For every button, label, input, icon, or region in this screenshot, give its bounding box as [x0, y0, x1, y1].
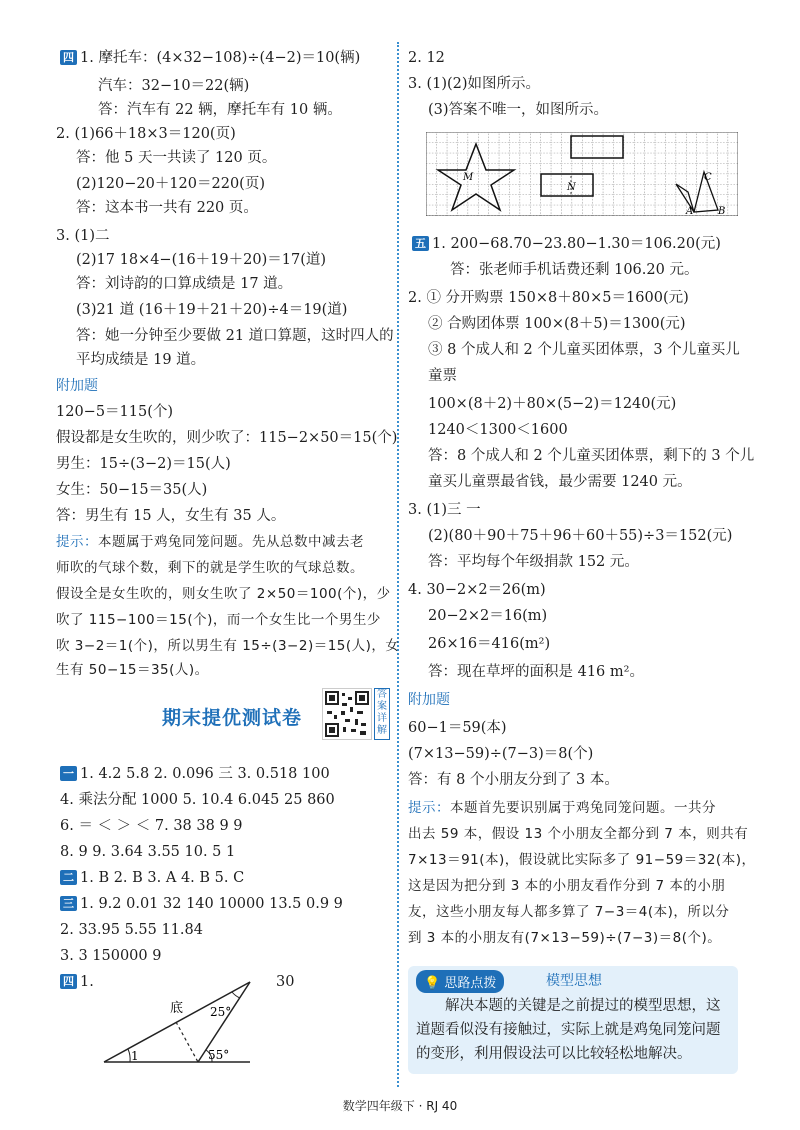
- answer-line: 3. (1)二: [56, 228, 110, 244]
- answer-line: 四 1.: [60, 972, 94, 992]
- answer-line: 平均成绩是 19 道。: [76, 352, 206, 368]
- label-a: A: [686, 206, 694, 216]
- answer-line: 120−5＝115(个): [56, 404, 174, 420]
- answer-line: 1240＜1300＜1600: [428, 422, 568, 438]
- tip-line: 友，这些小朋友每人都多算了 7−3＝4(本)，所以分: [408, 904, 730, 920]
- answer-line: 答：他 5 天一共读了 120 页。: [76, 150, 277, 166]
- tip-label: 提示：: [56, 534, 98, 550]
- label-angle-55: 55°: [208, 1048, 230, 1062]
- answer-line: 二 1. B 2. B 3. A 4. B 5. C: [60, 868, 244, 888]
- answer-line: 6. ＝ ＜ ＞ ＜ 7. 38 38 9 9: [60, 818, 243, 834]
- tip-line: 提示：本题属于鸡兔同笼问题。先从总数中减去老: [56, 534, 364, 550]
- answer-line: ② 合购团体票 100×(8＋5)＝1300(元): [428, 316, 686, 332]
- answer-line: 100×(8＋2)＋80×(5−2)＝1240(元): [428, 396, 677, 412]
- answer-line: (7×13−59)÷(7−3)＝8(个): [408, 746, 594, 762]
- answer-line: 26×16＝416(m²): [428, 636, 551, 652]
- label-c: C: [704, 172, 712, 183]
- section-tag: 四: [60, 50, 77, 65]
- hint-box-text: 解决本题的关键是之前提过的模型思想，这道题看似没有接触过，实际上就是鸡兔同笼问题的变形，利用假设法可以比较轻松地解决。: [416, 998, 721, 1062]
- answer-line: 8. 9 9. 3.64 3.55 10. 5 1: [60, 844, 236, 860]
- answer-line: 童票: [428, 368, 457, 384]
- tip-line: 这是因为把分到 3 本的小朋友看作分到 7 本的小朋: [408, 878, 726, 894]
- triangle-figure: [100, 978, 260, 1068]
- answer-value: 30: [276, 974, 295, 990]
- tip-line: 到 3 本的小朋友有(7×13−59)÷(7−3)＝8(个)。: [408, 930, 722, 946]
- answer-line: 答：她一分钟至少要做 21 道口算题，这时四人的: [76, 328, 394, 344]
- answer-line: 答：张老师手机话费还剩 106.20 元。: [450, 262, 699, 278]
- answer-line: 答：刘诗韵的口算成绩是 17 道。: [76, 276, 293, 292]
- hint-box-tag: 模型思想: [546, 973, 602, 989]
- answer-line: 汽车：32−10＝22(辆): [98, 78, 250, 94]
- answer-line: 四 1. 摩托车：(4×32−108)÷(4−2)＝10(辆): [60, 48, 360, 68]
- label-angle-25: 25°: [210, 1005, 232, 1019]
- answer-line: ③ 8 个成人和 2 个儿童买团体票，3 个儿童买儿: [428, 342, 740, 358]
- answer-line: 4. 乘法分配 1000 5. 10.4 6.045 25 860: [60, 792, 335, 808]
- answer-line: 答：这本书一共有 220 页。: [76, 200, 258, 216]
- label-n: N: [567, 182, 576, 193]
- answer-line: 答：8 个成人和 2 个儿童买团体票，剩下的 3 个儿: [428, 448, 755, 464]
- answer-line: 3. 3 150000 9: [60, 948, 162, 964]
- tip-line: 吹 3−2＝1(个)，所以男生有 15÷(3−2)＝15(人)，女: [56, 638, 400, 654]
- label-b: B: [718, 206, 726, 216]
- answer-line: 答：男生有 15 人，女生有 35 人。: [56, 508, 286, 524]
- tip-line: 生有 50−15＝35(人)。: [56, 662, 209, 678]
- answer-line: 童买儿童票最省钱，最少需要 1240 元。: [428, 474, 692, 490]
- answer-line: 五 1. 200−68.70−23.80−1.30＝106.20(元): [412, 234, 721, 254]
- answer-line: 男生：15÷(3−2)＝15(人): [56, 456, 231, 472]
- extra-heading: 附加题: [56, 378, 98, 394]
- answer-line: 假设都是女生吹的，则少吹了：115−2×50＝15(个): [56, 430, 398, 446]
- qr-label: 答案详解: [374, 688, 390, 740]
- label-base: 底: [170, 1001, 184, 1016]
- answer-line: 4. 30−2×2＝26(m): [408, 582, 546, 598]
- answer-line: 女生：50−15＝35(人): [56, 482, 208, 498]
- tip-line: 提示：本题首先要识别属于鸡兔同笼问题。一共分: [408, 800, 716, 816]
- answer-line: 答：现在草坪的面积是 416 m²。: [428, 664, 644, 680]
- answer-line: 60−1＝59(本): [408, 720, 507, 736]
- page-footer: 数学四年级下 · RJ 40: [342, 1099, 458, 1113]
- answer-line: 2. 33.95 5.55 11.84: [60, 922, 203, 938]
- label-m: M: [463, 172, 474, 183]
- tip-line: 7×13＝91(本)，假设就比实际多了 91−59＝32(本)，: [408, 852, 756, 868]
- answer-line: (2)120−20＋120＝220(页): [76, 176, 265, 192]
- answer-line: 20−2×2＝16(m): [428, 608, 548, 624]
- answer-line: (3)21 道 (16＋19＋21＋20)÷4＝19(道): [76, 302, 348, 318]
- tip-line: 师吹的气球个数，剩下的就是学生吹的气球总数。: [56, 560, 364, 576]
- hint-box-heading: 💡 思路点拨: [416, 970, 504, 993]
- answer-line: 3. (1)(2)如图所示。: [408, 76, 541, 92]
- hint-box: [408, 966, 738, 1074]
- page-title: 期末提优测试卷: [162, 707, 303, 729]
- tip-line: 假设全是女生吹的，则女生吹了 2×50＝100(个)，少: [56, 586, 391, 602]
- answer-line: (2)(80＋90＋75＋96＋60＋55)÷3＝152(元): [428, 528, 733, 544]
- bulb-icon: 💡: [424, 976, 441, 991]
- grid-figure: [426, 132, 738, 216]
- tip-line: 吹了 115−100＝15(个)，而一个女生比一个男生少: [56, 612, 381, 628]
- answer-line: (3)答案不唯一，如图所示。: [428, 102, 609, 118]
- answer-line: 3. (1)三 一: [408, 502, 481, 518]
- answer-line: (2)17 18×4−(16＋19＋20)＝17(道): [76, 252, 327, 268]
- qr-code[interactable]: [322, 688, 372, 740]
- answer-line: 2. (1)66＋18×3＝120(页): [56, 126, 236, 142]
- answer-line: 三 1. 9.2 0.01 32 140 10000 13.5 0.9 9: [60, 894, 343, 914]
- answer-line: 答：汽车有 22 辆，摩托车有 10 辆。: [98, 102, 342, 118]
- answer-line: 答：有 8 个小朋友分到了 3 本。: [408, 772, 619, 788]
- column-divider: [397, 42, 399, 1087]
- answer-line: 一 1. 4.2 5.8 2. 0.096 三 3. 0.518 100: [60, 764, 330, 784]
- tip-line: 出去 59 本，假设 13 个小朋友全都分到 7 本，则共有: [408, 826, 749, 842]
- answer-line: 2. 12: [408, 50, 445, 66]
- extra-heading: 附加题: [408, 692, 450, 708]
- answer-line: 2. ① 分开购票 150×8＋80×5＝1600(元): [408, 290, 689, 306]
- answer-line: 答：平均每个年级捐款 152 元。: [428, 554, 639, 570]
- label-angle-1: 1: [131, 1049, 139, 1063]
